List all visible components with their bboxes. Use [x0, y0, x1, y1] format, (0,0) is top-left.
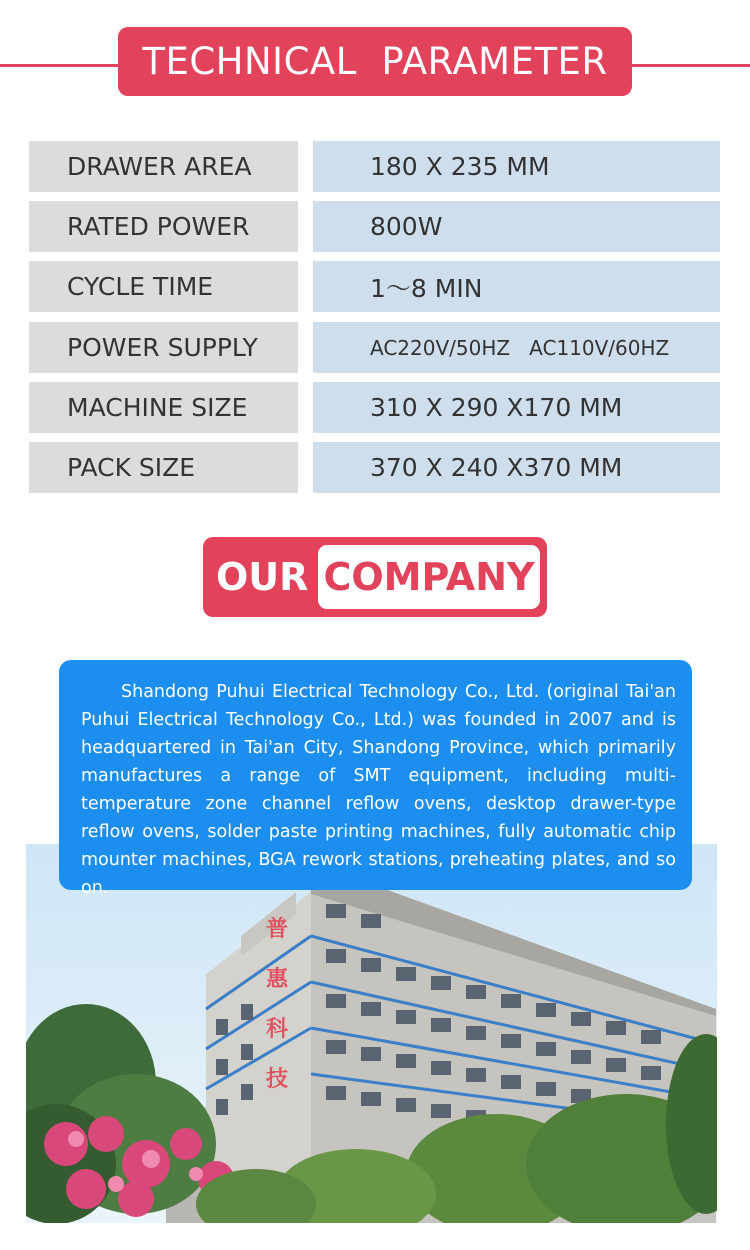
param-value: 370 X 240 X370 MM [313, 442, 720, 493]
param-row [29, 382, 720, 433]
param-value: 180 X 235 MM [313, 141, 720, 192]
param-value: 1～8 MIN [313, 261, 720, 312]
param-label: CYCLE TIME [29, 261, 298, 312]
badge-word-company: COMPANY [318, 545, 540, 609]
svg-text:科: 科 [266, 1016, 289, 1042]
param-row [29, 261, 720, 312]
param-label: PACK SIZE [29, 442, 298, 493]
param-row [29, 322, 720, 373]
param-row [29, 141, 720, 192]
param-value: AC220V/50HZ AC110V/60HZ [313, 322, 720, 373]
svg-text:技: 技 [266, 1066, 289, 1092]
badge-word-our: OUR [216, 555, 309, 599]
param-row [29, 201, 720, 252]
section-title-technical-parameter: TECHNICAL PARAMETER [118, 27, 632, 96]
param-row [29, 442, 720, 493]
param-label: RATED POWER [29, 201, 298, 252]
section-title-our-company [203, 537, 547, 617]
param-label: POWER SUPPLY [29, 322, 298, 373]
param-label: MACHINE SIZE [29, 382, 298, 433]
param-value: 800W [313, 201, 720, 252]
company-description: Shandong Puhui Electrical Technology Co., Ltd. (original Tai'an Puhui Electrical Technology Co., Ltd.) was founded in 2007 and is headquartered in Tai'an City, Shandong Province, which primarily manufactures a range of SMT equipment, including multi-temperature zone channel reflow ovens, desktop drawer-type reflow ovens, solder paste printing machines, fully automatic chip mounter machines, BGA rework stations, preheating plates, and so on. [81, 682, 676, 898]
svg-text:普: 普 [266, 916, 289, 942]
param-value: 310 X 290 X170 MM [313, 382, 720, 433]
param-label: DRAWER AREA [29, 141, 298, 192]
svg-text:惠: 惠 [266, 966, 289, 992]
company-intro-card [59, 660, 692, 898]
